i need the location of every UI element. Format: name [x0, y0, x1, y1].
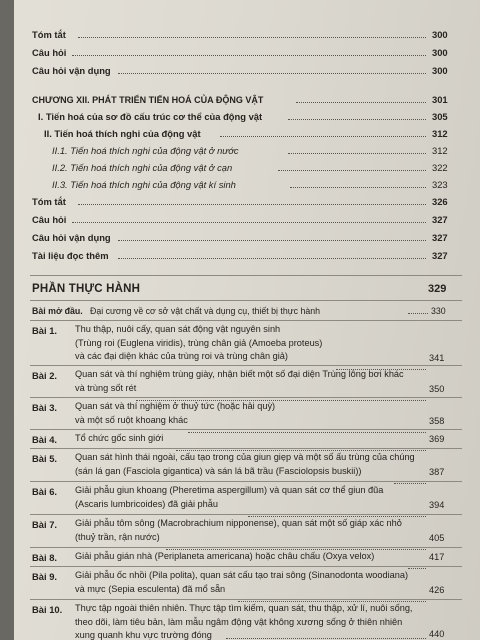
toc-page: 312	[432, 128, 448, 139]
lesson-page: 440	[429, 629, 445, 639]
lesson-line: và một số ruột khoang khác	[75, 414, 188, 425]
dot-leader	[238, 593, 426, 602]
dot-leader	[408, 560, 426, 569]
book-spine-shadow	[0, 0, 14, 640]
lesson-line: Quan sát và thí nghiệm ở thuỷ tức (hoặc hải quỳ)	[75, 401, 276, 411]
toc-label: Tài liệu đọc thêm	[32, 250, 109, 261]
dot-leader	[72, 47, 426, 56]
row-rule	[30, 365, 462, 366]
section-rule-bottom	[30, 300, 462, 301]
row-rule	[30, 566, 462, 567]
intro-label: Bài mở đầu.	[32, 306, 83, 316]
toc-label: Câu hỏi vận dụng	[32, 232, 111, 243]
lesson-page: 405	[429, 533, 445, 543]
toc-page: 300	[432, 65, 448, 76]
toc-page: 323	[432, 179, 448, 190]
lesson-page: 387	[429, 467, 445, 477]
dot-leader	[118, 232, 426, 241]
dot-leader	[290, 179, 426, 188]
lesson-number: Bài 5.	[32, 453, 58, 464]
lesson-page: 417	[429, 552, 445, 562]
lesson-page: 341	[429, 353, 445, 363]
row-rule	[30, 481, 462, 482]
lesson-line: và mực (Sepia esculenta) đã mổ sẵn	[75, 583, 226, 594]
dot-leader	[176, 442, 426, 451]
row-rule	[30, 397, 462, 398]
row-rule	[30, 547, 462, 548]
lesson-text	[75, 323, 455, 364]
toc-page: 300	[432, 29, 448, 40]
dot-leader	[394, 475, 426, 484]
dot-leader	[78, 196, 426, 205]
lesson-page: 350	[429, 384, 445, 394]
toc-page: 301	[432, 94, 448, 105]
row-rule	[30, 448, 462, 449]
dot-leader	[278, 162, 426, 171]
dot-leader	[408, 305, 428, 314]
toc-label: Tóm tắt	[32, 29, 66, 40]
lesson-line: Thực tập ngoài thiên nhiên. Thực tập tìm kiếm, quan sát, thu thập, xử lí, nuôi sống,	[75, 603, 413, 613]
lesson-line: Quan sát hình thái ngoài, cấu tạo trong của giun giẹp và một số ấu trùng của chúng	[75, 452, 415, 462]
row-rule	[30, 599, 462, 600]
section-page: 329	[428, 283, 447, 295]
dot-leader	[220, 128, 426, 137]
toc-label: II.1. Tiến hoá thích nghi của động vật ở nước	[52, 145, 239, 156]
toc-page: 300	[432, 47, 448, 58]
lesson-page: 426	[429, 585, 445, 595]
section-title: PHẦN THỰC HÀNH	[32, 283, 141, 295]
intro-text: Đại cương về cơ sở vật chất và dụng cụ, thiết bị thực hành	[90, 306, 321, 316]
toc-label: I. Tiến hoá của sơ đồ cấu trúc cơ thể của động vật	[38, 111, 263, 122]
toc-page: 312	[432, 145, 448, 156]
dot-leader	[118, 65, 426, 74]
lesson-page: 394	[429, 500, 445, 510]
lesson-line: (Ascaris lumbricoides) đã giải phẫu	[75, 498, 218, 509]
row-rule	[30, 320, 462, 321]
toc-page: 326	[432, 196, 448, 207]
toc-page: 327	[432, 250, 448, 261]
lesson-number: Bài 10.	[32, 604, 63, 615]
lesson-number: Bài 3.	[32, 402, 58, 413]
dot-leader	[296, 94, 426, 103]
toc-label: II.2. Tiến hoá thích nghi của động vật ở cạn	[52, 162, 233, 173]
dot-leader	[118, 250, 426, 259]
toc-label: II. Tiến hoá thích nghi của động vật	[44, 128, 201, 139]
dot-leader	[226, 630, 426, 639]
lesson-line: (Trùng roi (Euglena viridis), trùng chân giả (Amoeba proteus)	[75, 337, 323, 348]
lesson-line: xung quanh khu vực trường đóng	[75, 630, 212, 640]
dot-leader	[78, 29, 426, 38]
lesson-page: 369	[429, 434, 445, 444]
lesson-line: (thuỷ trần, rận nước)	[75, 531, 160, 542]
toc-page: 327	[432, 214, 448, 225]
lesson-line: và các đại diện khác của trùng roi và trùng chân giả)	[75, 351, 288, 362]
lesson-page: 358	[429, 416, 445, 426]
lesson-number: Bài 9.	[32, 571, 58, 582]
dot-leader	[72, 214, 426, 223]
toc-page: 305	[432, 111, 448, 122]
toc-label: II.3. Tiến hoá thích nghi của động vật kí sinh	[52, 179, 236, 190]
lesson-line: Giải phẫu ốc nhồi (Pila polita), quan sát cấu tạo trai sông (Sinanodonta woodiana)	[75, 570, 409, 580]
toc-label: Câu hỏi	[32, 47, 67, 58]
dot-leader	[288, 111, 426, 120]
lesson-number: Bài 7.	[32, 519, 58, 530]
section-rule-top	[30, 275, 462, 276]
lesson-text	[75, 550, 455, 564]
lesson-line: theo dõi, làm tiêu bản, làm mẫu ngâm động vật không xương sống ở thiên nhiên	[75, 616, 403, 627]
lesson-number: Bài 2.	[32, 370, 58, 381]
toc-label: Câu hỏi	[32, 214, 67, 225]
toc-label: Câu hỏi vận dụng	[32, 65, 111, 76]
toc-label: Tóm tắt	[32, 196, 66, 207]
lesson-line: Thu thập, nuôi cấy, quan sát động vật nguyên sinh	[75, 324, 281, 334]
lesson-number: Bài 8.	[32, 552, 58, 563]
intro-page: 330	[431, 306, 446, 316]
row-rule	[30, 514, 462, 515]
dot-leader	[288, 145, 426, 154]
lesson-line: (sán lá gan (Fasciola gigantica) và sán lá bã trầu (Fasciolopsis buskii))	[75, 465, 362, 476]
lesson-line: Giải phẫu giun khoang (Pheretima aspergillum) và quan sát cơ thể giun đũa	[75, 485, 384, 495]
toc-page: 327	[432, 232, 448, 243]
lesson-line: Giải phẫu tôm sông (Macrobrachium nipponense), quan sát một số giáp xác nhỏ	[75, 518, 402, 528]
lesson-line: và trùng sốt rét	[75, 382, 137, 393]
dot-leader	[166, 541, 426, 550]
toc-page: 322	[432, 162, 448, 173]
lesson-number: Bài 4.	[32, 434, 58, 445]
row-rule	[30, 429, 462, 430]
lesson-number: Bài 6.	[32, 486, 58, 497]
lesson-line: Giải phẫu gián nhà (Periplaneta americana) hoặc châu chấu (Oxya velox)	[75, 551, 375, 561]
lesson-number: Bài 1.	[32, 325, 58, 336]
chapter-title: CHƯƠNG XII. PHÁT TRIỂN TIẾN HOÁ CỦA ĐỘNG VẬT	[32, 95, 264, 105]
lesson-line: Tổ chức gốc sinh giới	[75, 433, 164, 443]
lesson-line: Quan sát và thí nghiệm trùng giày, nhận biết một số đại diện Trùng lông bơi khác	[75, 369, 404, 379]
dot-leader	[248, 508, 426, 517]
